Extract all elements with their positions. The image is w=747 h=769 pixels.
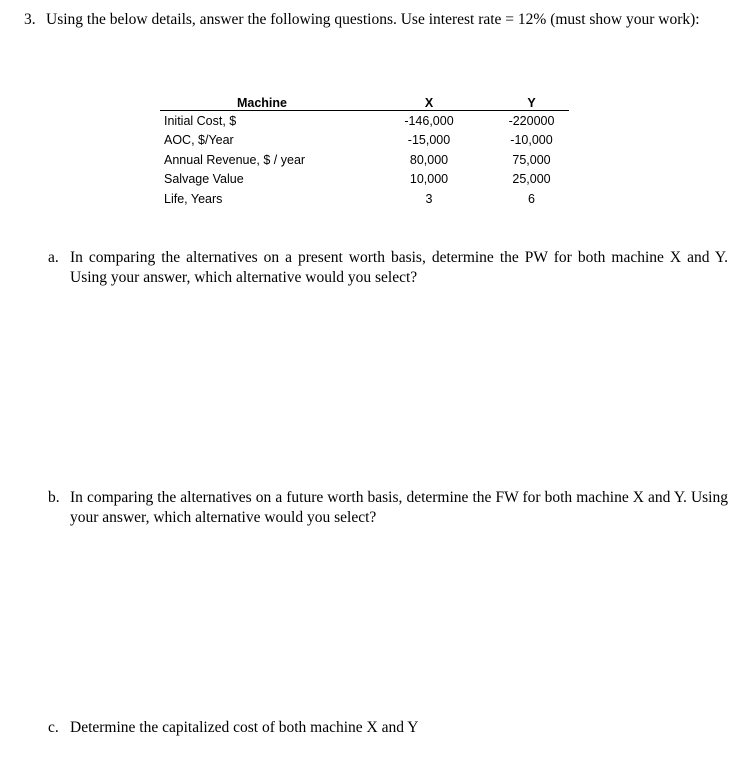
part-a (48, 248, 728, 288)
row-x-value: 10,000 (409, 172, 449, 187)
row-y-value: -220000 (508, 113, 555, 128)
row-y-value: 25,000 (512, 172, 551, 187)
question-number: 3. (24, 11, 36, 28)
part-a-text: In comparing the alternatives on a present worth basis, determine the PW for both machine X and Y. Using your answer, which alternative would you select? (70, 249, 728, 286)
row-x-value: 80,000 (409, 152, 449, 167)
row-label: Life, Years (164, 191, 223, 206)
row-y-value: 6 (528, 191, 535, 206)
table-row (160, 111, 569, 131)
table-row (160, 131, 569, 151)
row-label: Initial Cost, $ (164, 113, 237, 128)
table-row (160, 189, 569, 209)
part-c-letter: c. (48, 719, 59, 736)
header-y: Y (494, 91, 569, 111)
question-text: Using the below details, answer the following questions. Use interest rate = 12% (must show your work): (46, 11, 700, 28)
part-b-text: In comparing the alternatives on a future worth basis, determine the FW for both machine X and Y. Using your answer, which alternative would you select? (70, 489, 728, 526)
table-header-row (160, 91, 569, 111)
row-x-value: -146,000 (404, 113, 454, 128)
row-y-value: 75,000 (512, 152, 551, 167)
row-y-value: -10,000 (510, 133, 553, 148)
header-x: X (364, 91, 494, 111)
part-c-text: Determine the capitalized cost of both machine X and Y (70, 719, 419, 736)
part-a-letter: a. (48, 249, 59, 266)
row-x-value: 3 (425, 191, 433, 206)
machine-table (160, 91, 569, 209)
row-label: Annual Revenue, $ / year (164, 152, 306, 167)
part-b (48, 488, 728, 528)
question-3 (24, 10, 734, 30)
part-b-letter: b. (48, 489, 60, 506)
row-label: Salvage Value (164, 172, 244, 187)
row-label: AOC, $/Year (164, 133, 234, 148)
row-x-value: -15,000 (407, 133, 451, 148)
table-row (160, 150, 569, 170)
table-row (160, 170, 569, 190)
header-machine: Machine (160, 91, 364, 111)
part-c (48, 718, 728, 738)
